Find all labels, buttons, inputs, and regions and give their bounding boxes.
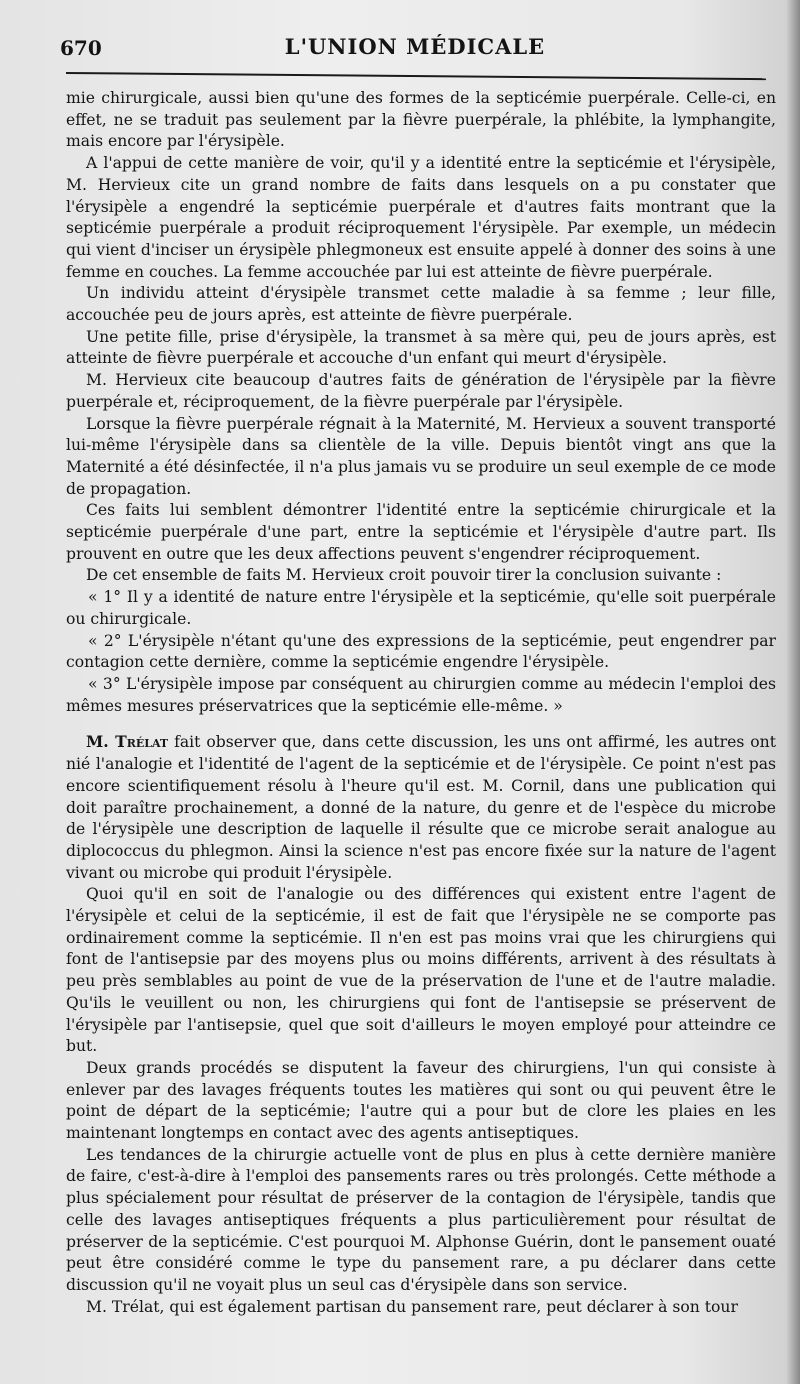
speaker-name: M. Trélat — [86, 732, 169, 752]
paragraph: Une petite fille, prise d'érysipèle, la transmet à sa mère qui, peu de jours après, est atteinte de fièvre puerpérale et accouche d'un enfant qui meurt d'érysipèle. — [66, 327, 776, 368]
trelat-paragraph — [66, 731, 776, 884]
conclusion-item-3: « 3° L'érysipèle impose par conséquent au chirurgien comme au médecin l'emploi des mêmes mesures préservatrices que la septicémie elle-même. » — [66, 674, 776, 715]
paragraph: M. Hervieux cite beaucoup d'autres faits de génération de l'érysipèle par la fièvre puerpérale et, réciproquement, de la fièvre puerpérale par l'érysipèle. — [66, 371, 776, 411]
paragraph: Un individu atteint d'érysipèle transmet cette maladie à sa femme ; leur fille, accouchée peu de jours après, est atteinte de fièvre puerpérale. — [66, 284, 776, 325]
page-number: 670 — [60, 36, 102, 60]
header-rule — [66, 72, 766, 80]
speaker-text: fait observer que, dans cette discussion, les uns ont affirmé, les autres ont nié l'analogie et l'identité de l'agent de la septicémie et de l'érysipèle. Ce point n'est pas encore scientifiquement résolu à l'heure qu'il est. M. Cornil, dans une publication qui doit paraître prochainement, a donné de la nature, du genre et de l'espèce du microbe de l'érysipèle une description de laquelle il résulte que ce microbe serait analogue au diplococcus du phlegmon. Ainsi la science n'est pas encore fixée sur la nature de l'agent vivant ou microbe qui produit l'érysipèle. — [66, 733, 776, 882]
paragraph: Ces faits lui semblent démontrer l'identité entre la septicémie chirurgicale et la septicémie puerpérale d'une part, entre la septicémie et l'érysipèle d'autre part. Ils prouvent en outre que les deux affections peuvent s'engendrer réciproquement. — [66, 501, 776, 563]
paragraph: A l'appui de cette manière de voir, qu'il y a identité entre la septicémie et l'érysipèle, M. Hervieux cite un grand nombre de faits dans lesquels on a pu constater que l'érysipèle a engendré la septicémie puerpérale et d'autres faits montrant que la septicémie puerpérale a produit réciproquement l'érysipèle. Par exemple, un médecin qui vient d'inciser un érysipèle phlegmoneux est ensuite appelé à donner des soins à une femme en couches. La femme accouchée par lui est atteinte de fièvre puerpérale. — [66, 154, 776, 281]
paragraph: mie chirurgicale, aussi bien qu'une des formes de la septicémie puerpérale. Celle-ci, en effet, ne se traduit pas seulement par la fièvre puerpérale, la phlébite, la lymphangite, mais encore par l'érysipèle. — [66, 89, 776, 151]
conclusion-item-2: « 2° L'érysipèle n'étant qu'une des expressions de la septicémie, peut engendrer par contagion cette dernière, comme la septicémie engendre l'érysipèle. — [66, 631, 776, 672]
body-text — [66, 88, 776, 1318]
paragraph: De cet ensemble de faits M. Hervieux croit pouvoir tirer la conclusion suivante : — [86, 566, 722, 585]
page-edge-shadow — [786, 0, 800, 1384]
paragraph: Les tendances de la chirurgie actuelle vont de plus en plus à cette dernière manière de faire, c'est-à-dire à l'emploi des pansements rares ou très prolongés. Cette méthode a plus spécialement pour résultat de préserver de la contagion de l'érysipèle, tandis que celle des lavages antiseptiques fréquents a plus particulièrement pour résultat de préserver de la septicémie. C'est pourquoi M. Alphonse Guérin, dont le pansement ouaté peut être considéré comme le type du pansement rare, a pu déclarer dans cette discussion qu'il ne voyait plus un seul cas d'érysipèle dans son service. — [66, 1145, 776, 1294]
paragraph: M. Trélat, qui est également partisan du pansement rare, peut déclarer à son tour — [86, 1297, 738, 1316]
paragraph: Deux grands procédés se disputent la faveur des chirurgiens, l'un qui consiste à enlever par des lavages fréquents toutes les matières qui sont ou qui peuvent être le point de départ de la septicémie; l'autre qui a pour but de clore les plaies en les maintenant longtemps en contact avec des agents antiseptiques. — [66, 1058, 776, 1143]
page-header — [60, 32, 770, 64]
running-title: L'UNION MÉDICALE — [284, 34, 546, 59]
paragraph: Lorsque la fièvre puerpérale régnait à la Maternité, M. Hervieux a souvent transporté lui-même l'érysipèle dans sa clientèle de la ville. Depuis bientôt vingt ans que la Maternité a été désinfectée, il n'a plus jamais vu se produire un seul exemple de ce mode de propagation. — [66, 414, 776, 498]
conclusion-item-1: « 1° Il y a identité de nature entre l'érysipèle et la septicémie, qu'elle soit puerpérale ou chirurgicale. — [66, 588, 776, 628]
paragraph: Quoi qu'il en soit de l'analogie ou des différences qui existent entre l'agent de l'érysipèle et celui de la septicémie, il est de fait que l'érysipèle ne se comporte pas ordinairement comme la septicémie. Il n'en est pas moins vrai que les chirurgiens qui font de l'antisepsie par des moyens plus ou moins différents, arrivent à des résultats à peu près semblables au point de vue de la préservation de l'une et de l'autre maladie. Qu'ils le veuillent ou non, les chirurgiens qui font de l'antisepsie se préservent de l'érysipèle par l'antisepsie, quel que soit d'ailleurs le moyen employé pour atteindre ce but. — [66, 885, 776, 1056]
